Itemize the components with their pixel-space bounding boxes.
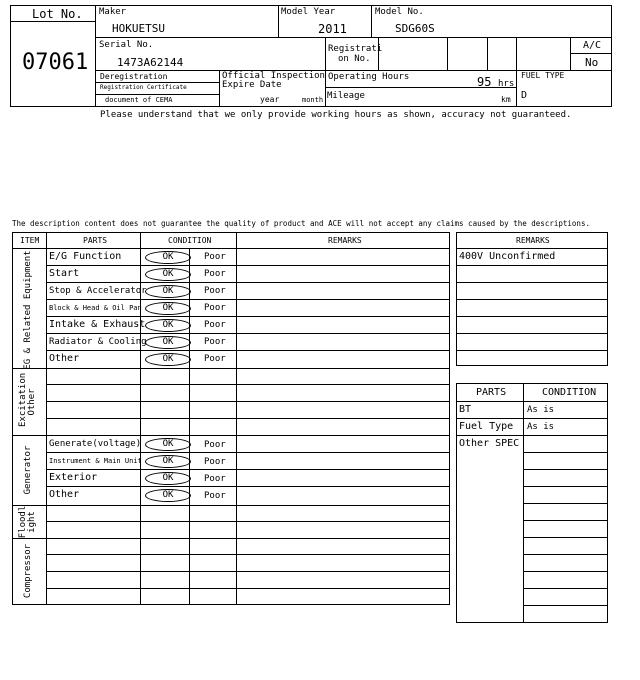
section-floodlight: Floodl ight	[18, 505, 37, 539]
km-unit: km	[501, 95, 511, 104]
lot-no-label: Lot No.	[32, 7, 83, 21]
part-generate-voltage: Generate(voltage)	[49, 439, 142, 449]
poor-label: Poor	[204, 320, 226, 330]
ok-mark: OK	[145, 319, 191, 332]
part-intake-exhaust: Intake & Exhaust	[49, 319, 146, 330]
deregistration-label: Deregistration	[100, 72, 168, 81]
col-condition: CONDITION	[168, 236, 212, 245]
inspection-label-2: Expire Date	[222, 80, 282, 90]
section-excitation: Excitation Other	[18, 372, 37, 427]
maker-label: Maker	[99, 7, 127, 17]
parts-row-bt-condition: As is	[527, 405, 555, 415]
poor-label: Poor	[204, 491, 226, 501]
col-parts: PARTS	[83, 236, 108, 245]
lot-no-value: 07061	[22, 50, 89, 75]
part-stop-accelerator: Stop & Accelerator	[49, 286, 147, 296]
section-generator: Generator	[23, 445, 33, 495]
poor-label: Poor	[204, 337, 226, 347]
month-label: month	[302, 96, 324, 104]
model-no-value: SDG60S	[395, 22, 435, 35]
fuel-type-label: FUEL TYPE	[521, 71, 565, 80]
disclaimer: The description content does not guarantee the quality of product and ACE will not accept any claims caused by the descriptions.	[12, 219, 590, 228]
fuel-type-value: D	[521, 90, 528, 101]
part-start: Start	[49, 268, 80, 279]
poor-label: Poor	[204, 354, 226, 364]
operating-hours-label: Operating Hours	[328, 72, 410, 82]
part-block-head: Block & Head & Oil Pan	[49, 304, 142, 312]
col-remarks: REMARKS	[328, 236, 362, 245]
poor-label: Poor	[204, 252, 226, 262]
ok-mark: OK	[145, 438, 191, 451]
ac-value: No	[585, 56, 599, 69]
model-year-label: Model Year	[281, 7, 336, 17]
section-eg: EG & Related Equipment	[23, 250, 33, 370]
model-year-value: 2011	[318, 22, 347, 36]
ok-mark: OK	[145, 302, 191, 315]
operating-hours-value: 95	[477, 75, 492, 89]
registration-label: Registrati	[328, 44, 383, 54]
parts-row-bt: BT	[459, 404, 472, 415]
part-eg-other: Other	[49, 353, 80, 364]
poor-label: Poor	[204, 269, 226, 279]
ok-mark: OK	[145, 353, 191, 366]
ok-mark: OK	[145, 268, 191, 281]
part-radiator-cooling: Radiator & Cooling	[49, 337, 147, 347]
ok-mark: OK	[145, 285, 191, 298]
parts-row-fuel: Fuel Type	[459, 421, 514, 432]
remarks-title: REMARKS	[516, 236, 550, 245]
part-instrument-main-unit: Instrument & Main Unit	[49, 457, 142, 465]
mileage-label: Mileage	[327, 91, 365, 101]
part-gen-other: Other	[49, 489, 80, 500]
ok-mark: OK	[145, 472, 191, 485]
ok-mark: OK	[145, 455, 191, 468]
part-exterior: Exterior	[49, 472, 98, 483]
year-label: year	[260, 95, 280, 104]
parts-row-other-spec: Other SPEC	[459, 438, 520, 449]
document-cema-label: document of CEMA	[105, 96, 173, 104]
poor-label: Poor	[204, 457, 226, 467]
col-item: ITEM	[20, 236, 40, 245]
accuracy-note: Please understand that we only provide working hours as shown, accuracy not guaranteed.	[100, 110, 572, 120]
ok-mark: OK	[145, 336, 191, 349]
parts-col-condition: CONDITION	[542, 387, 597, 398]
registration-cert-label: Registration Certificate	[100, 84, 187, 91]
part-eg-function: E/G Function	[49, 251, 122, 262]
parts-col-parts: PARTS	[476, 387, 507, 398]
inspection-label: Official Inspection	[222, 71, 325, 81]
maker-value: HOKUETSU	[112, 22, 165, 35]
remarks-entry: 400V Unconfirmed	[459, 251, 556, 262]
poor-label: Poor	[204, 474, 226, 484]
poor-label: Poor	[204, 303, 226, 313]
ok-mark: OK	[145, 251, 191, 264]
parts-row-fuel-condition: As is	[527, 422, 555, 432]
poor-label: Poor	[204, 286, 226, 296]
serial-no-label: Serial No.	[99, 40, 154, 50]
registration-label-2: on No.	[338, 54, 371, 64]
hrs-unit: hrs	[498, 79, 515, 89]
serial-no-value: 1473A62144	[117, 56, 184, 69]
model-no-label: Model No.	[375, 7, 424, 17]
poor-label: Poor	[204, 440, 226, 450]
ok-mark: OK	[145, 489, 191, 502]
ac-label: A/C	[583, 40, 602, 51]
section-compressor: Compressor	[23, 543, 33, 599]
